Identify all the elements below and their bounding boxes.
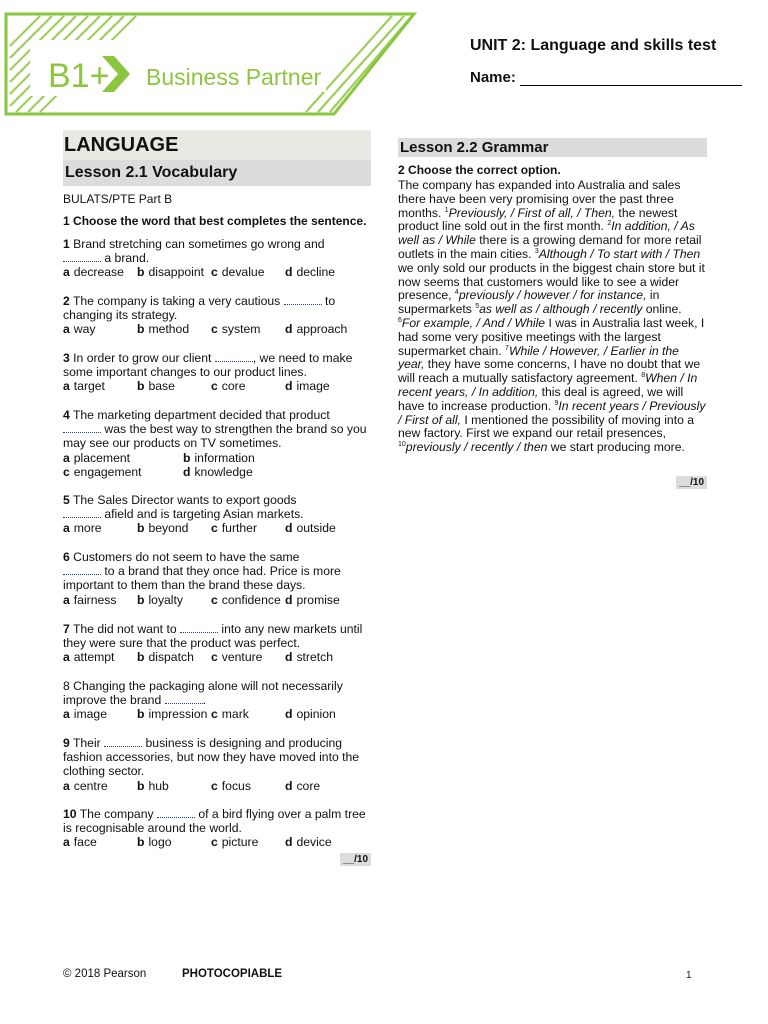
option-c[interactable]: c mark (211, 707, 249, 722)
question-4: 4 The marketing department decided that product was the best way to strengthen the brand so you may see our products on TV sometimes. a placement b information c engagement d knowledge (63, 408, 367, 479)
option-c[interactable]: c devalue (211, 265, 265, 280)
option-a[interactable]: a face (63, 835, 97, 850)
option-c[interactable]: c core (211, 379, 246, 394)
option-b[interactable]: b hub (137, 778, 169, 793)
answer-blank[interactable] (63, 251, 101, 262)
option-a[interactable]: a target (63, 379, 105, 394)
option-a[interactable]: a fairness (63, 592, 117, 607)
grammar-paragraph: The company has expanded into Australia and sales there have been very promising over the past three months. $^1$Previously, / First of all, / Then, the newest product line sold out in the first month. $^2$In addition, / As well as / While there is a growing demand for more retail outlets in the main cities. $^3$Although / To start with / Then we only sold our products in the biggest chain store but it now seems that customers would like to see a wider presence, $^4$previously / however / for instance, in supermarkets $^5$as well as / although / recently online. $^6$For example, / And / While I was in Australia last week, I had some very positive meetings with the largest supermarket chain. $^7$While / However, / Earlier in the year, they have some concerns, I have no doubt that we will reach a mutually satisfactory agreement. $^8$When / In recent years, / In addition, this deal is agreed, we will have to increase production. $^9$In recent years / Previously / First of all, I mentioned the possibility of moving into a new factory. First we expand our retail presences, $^{10}$previously / recently / then we start producing more. (398, 178, 706, 455)
option-c[interactable]: c picture (211, 835, 259, 850)
option-b[interactable]: b method (137, 322, 190, 337)
option-b[interactable]: b logo (137, 835, 172, 850)
name-field-row (470, 69, 742, 86)
option-d[interactable]: d stretch (285, 650, 334, 665)
option-c[interactable]: c venture (211, 650, 263, 665)
option-a[interactable]: a more (63, 521, 102, 536)
option-a[interactable]: a placement (63, 450, 131, 465)
name-label: Name: (470, 69, 516, 86)
exam-part-label: BULATS/PTE Part B (63, 192, 173, 206)
answer-blank[interactable] (63, 422, 101, 433)
vocabulary-score[interactable]: __/10 (340, 853, 371, 866)
question-6: 6 Customers do not seem to have the same to a brand that they once had. Price is more important to them than the brand these days. a fairness b loyalty c confidence d promise (63, 550, 371, 607)
logo-level: B1+ (48, 57, 110, 95)
gap-3-options[interactable]: Although / To start with / Then (538, 246, 701, 261)
option-c[interactable]: c system (211, 322, 261, 337)
answer-blank[interactable] (215, 351, 253, 362)
answer-blank[interactable] (165, 693, 203, 704)
gap-8-options[interactable]: When / In recent years, / In addition, (398, 371, 698, 399)
question-7: 7 The did not want to into any new markets until they were sure that the product was perfect. a attempt b dispatch c venture d stretch (63, 622, 363, 665)
answer-blank[interactable] (104, 736, 142, 747)
option-d[interactable]: d image (285, 379, 330, 394)
question-2: 2 The company is taking a very cautious to changing its strategy. a way b method c system d approach (63, 294, 371, 337)
exercise-1-instruction: 1 Choose the word that best completes the sentence. (63, 214, 367, 228)
option-c[interactable]: c further (211, 521, 258, 536)
answer-blank[interactable] (284, 294, 322, 305)
option-b[interactable]: b beyond (137, 521, 189, 536)
answer-blank[interactable] (63, 564, 101, 575)
question-3: 3 In order to grow our client , we need to make some important changes to our product lines. a target b base c core d image (63, 351, 371, 394)
lesson-2-1-heading: Lesson 2.1 Vocabulary (63, 160, 371, 186)
gap-1-options[interactable]: Previously, / First of all, / Then, (448, 205, 616, 220)
lesson-2-2-heading: Lesson 2.2 Grammar (398, 138, 707, 157)
question-9: 9 Their business is designing and producing fashion accessories, but now they have moved into the clothing sector. a centre b hub c focus d core (63, 736, 360, 793)
question-5: 5 The Sales Director wants to export goods afield and is targeting Asian markets. a more b beyond c further d outside (63, 493, 371, 536)
business-partner-logo (0, 0, 420, 120)
name-blank-line[interactable] (520, 71, 742, 86)
unit-title: UNIT 2: Language and skills test (470, 37, 717, 54)
option-a[interactable]: a centre (63, 778, 108, 793)
answer-blank[interactable] (180, 622, 218, 633)
vocabulary-section (63, 130, 371, 228)
question-10: 10 The company of a bird flying over a palm tree is recognisable around the world. a face b logo c picture d device (63, 807, 366, 850)
gap-5-options[interactable]: as well as / although / recently (479, 302, 643, 317)
language-heading: LANGUAGE (63, 130, 371, 160)
grammar-section (398, 138, 707, 455)
option-d[interactable]: d opinion (285, 707, 336, 722)
option-b[interactable]: b disappoint (137, 265, 205, 280)
gap-4-options[interactable]: previously / however / for instance, (458, 288, 647, 303)
option-d[interactable]: d decline (285, 265, 336, 280)
option-d[interactable]: d approach (285, 322, 348, 337)
option-b[interactable]: b base (137, 379, 175, 394)
option-a[interactable]: a way (63, 322, 96, 337)
page-number: 1 (686, 970, 692, 981)
option-d[interactable]: d knowledge (183, 464, 253, 479)
option-c[interactable]: c focus (211, 778, 251, 793)
option-a[interactable]: a attempt (63, 650, 115, 665)
option-c[interactable]: c engagement (63, 464, 142, 479)
gap-9-options[interactable]: In recent years / Previously / First of all, (398, 398, 706, 427)
option-b[interactable]: b impression (137, 707, 208, 722)
option-a[interactable]: a image (63, 707, 107, 722)
option-b[interactable]: b dispatch (137, 650, 194, 665)
gap-2-options[interactable]: In addition, / As well as / While (398, 219, 695, 248)
option-d[interactable]: d core (285, 778, 321, 793)
question-1: 1 Brand stretching can sometimes go wrong and a brand. a decrease b disappoint c devalue d decline (63, 237, 371, 280)
option-b[interactable]: b information (183, 450, 255, 465)
option-a[interactable]: a decrease (63, 265, 124, 280)
option-d[interactable]: d promise (285, 592, 340, 607)
gap-7-options[interactable]: While / However, / Earlier in the year, (398, 343, 679, 372)
exercise-2-instruction: 2 Choose the correct option. (398, 163, 561, 177)
option-c[interactable]: c confidence (211, 592, 281, 607)
copyright: © 2018 Pearson (63, 968, 147, 980)
grammar-score[interactable]: __/10 (676, 476, 707, 489)
answer-blank[interactable] (63, 507, 101, 518)
gap-10-options[interactable]: previously / recently / then (405, 440, 548, 455)
option-d[interactable]: d device (285, 835, 332, 850)
gap-6-options[interactable]: For example, / And / While (401, 315, 546, 330)
logo-brand: Business Partner (146, 64, 322, 90)
question-8: 8 Changing the packaging alone will not necessarily improve the brand . a image b impression c mark d opinion (63, 679, 371, 722)
option-d[interactable]: d outside (285, 521, 336, 536)
answer-blank[interactable] (157, 807, 195, 818)
option-b[interactable]: b loyalty (137, 592, 183, 607)
photocopiable-label: PHOTOCOPIABLE (182, 968, 283, 980)
